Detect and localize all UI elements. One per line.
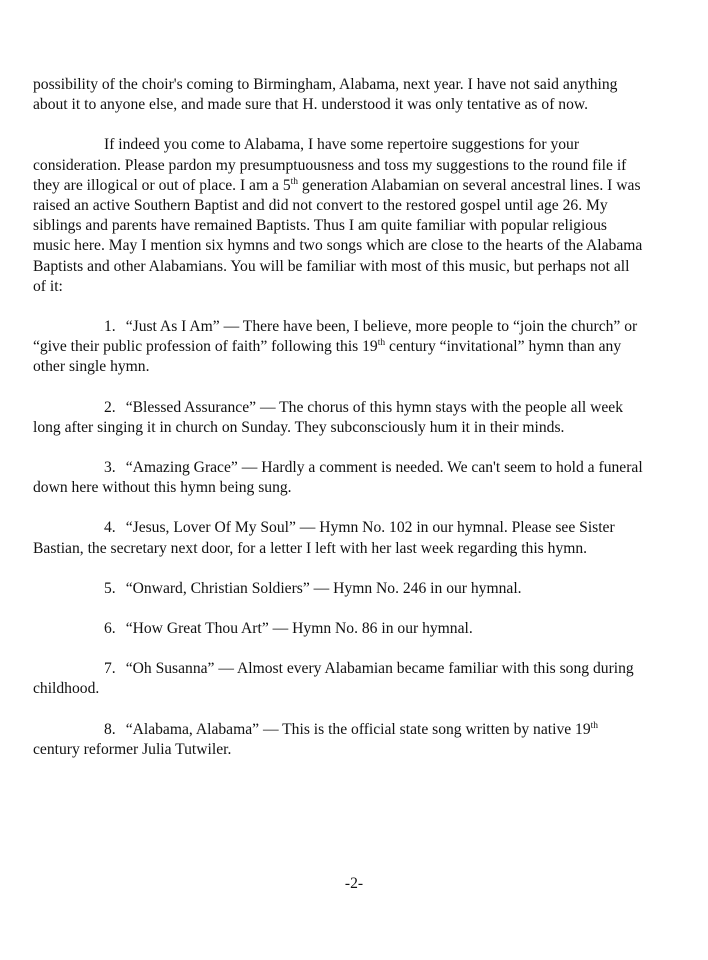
list-item-number: 2. <box>104 398 116 416</box>
list-item-number: 1. <box>104 318 116 336</box>
ordinal-suffix: th <box>290 176 299 187</box>
paragraph-repertoire-intro <box>33 135 643 297</box>
list-item-hymn-2 <box>33 398 643 438</box>
list-item-song-8 <box>33 720 643 760</box>
list-item-number: 7. <box>104 660 116 678</box>
ordinal-suffix: th <box>377 338 386 349</box>
paragraph-text: possibility of the choir's coming to Birmingham, Alabama, next year. I have not said anything about it to anyone else, and made sure that H. understood it was only tentative as of now. <box>33 76 618 114</box>
list-item-text: “Blessed Assurance” — The chorus of this hymn stays with the people all week long after singing it in church on Sunday. They subconsciously hum it in their minds. <box>33 398 624 436</box>
list-item-song-7 <box>33 659 643 699</box>
paragraph-text: If indeed you come to Alabama, I have some repertoire suggestions for your consideration. Please pardon my presumptuousness and toss my suggestions to the round file if they are illogical or out of place. I am a 5 <box>33 136 627 194</box>
letter-page <box>33 75 643 780</box>
list-item-text: “Onward, Christian Soldiers” — Hymn No. 246 in our hymnal. <box>125 579 522 597</box>
list-item-text: “Alabama, Alabama” — This is the official state song written by native 19 <box>125 720 591 738</box>
list-item-hymn-4 <box>33 518 643 558</box>
page-number: -2- <box>344 875 364 892</box>
paragraph-text: generation Alabamian on several ancestral lines. I was raised an active Southern Baptist and did not convert to the restored gospel until age 26. My siblings and parents have remained Baptists. Thus I am quite familiar with popular religious music here. May I mention six hymns and two songs which are close to the hearts of the Alabama Baptists and other Alabamians. You will be familiar with most of this music, but perhaps not all of it: <box>33 176 643 295</box>
list-item-number: 5. <box>104 579 116 597</box>
list-item-hymn-6 <box>33 619 643 639</box>
list-item-text: “Oh Susanna” — Almost every Alabamian became familiar with this song during childhood. <box>33 660 634 698</box>
list-item-text: century “invitational” hymn than any other single hymn. <box>33 338 622 376</box>
list-item-number: 8. <box>104 720 116 738</box>
list-item-number: 6. <box>104 620 116 638</box>
ordinal-suffix: th <box>590 720 599 731</box>
list-item-text: century reformer Julia Tutwiler. <box>33 740 232 758</box>
list-item-text: “Amazing Grace” — Hardly a comment is needed. We can't seem to hold a funeral down here without this hymn being sung. <box>33 459 643 497</box>
paragraph-continuation <box>33 75 643 115</box>
list-item-hymn-3 <box>33 458 643 498</box>
list-item-hymn-1 <box>33 317 643 378</box>
list-item-number: 3. <box>104 459 116 477</box>
list-item-text: “How Great Thou Art” — Hymn No. 86 in our hymnal. <box>125 620 473 638</box>
list-item-number: 4. <box>104 519 116 537</box>
list-item-text: “Just As I Am” — There have been, I believe, more people to “join the church” or “give their public profession of faith” following this 19 <box>33 318 638 356</box>
list-item-hymn-5 <box>33 579 643 599</box>
list-item-text: “Jesus, Lover Of My Soul” — Hymn No. 102 in our hymnal. Please see Sister Bastian, the secretary next door, for a letter I left with her last week regarding this hymn. <box>33 519 615 557</box>
